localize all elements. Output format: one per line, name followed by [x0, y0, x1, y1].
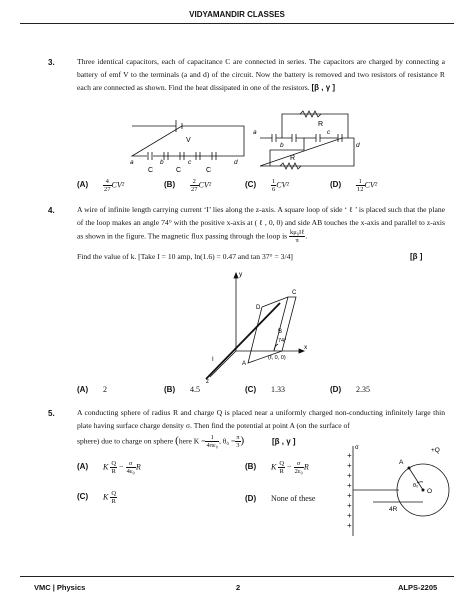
- q3-fig1-c: c: [188, 159, 192, 166]
- svg-text:+: +: [347, 501, 352, 510]
- q4-option-c[interactable]: (C) 1.33: [245, 385, 285, 394]
- q4-tag: [β ]: [410, 252, 423, 261]
- svg-text:+: +: [347, 451, 352, 460]
- footer-right: ALPS-2205: [398, 583, 438, 592]
- q5-text: A conducting sphere of radius R and charge Q is placed near a uniformly charged non-conducting infinitely large thin plate having surface charge density σ. Then find the potential at point A (on the surface of: [77, 408, 445, 430]
- q5-option-c[interactable]: (C) K $\frac{Q}{R}$: [77, 490, 117, 505]
- q4-loop-figure: [196, 267, 316, 385]
- q4-fig-point: (ℓ, 0, 0): [268, 355, 286, 361]
- q3-fig2-d: d: [356, 142, 360, 149]
- footer-left: VMC | Physics: [34, 583, 86, 592]
- q3-option-b[interactable]: (B) $\frac{2}{27}$ CV²: [164, 178, 212, 193]
- header-rule: [20, 23, 454, 24]
- q3-circuit-figure: [120, 106, 460, 176]
- q4-fig-angle: 74°: [278, 338, 287, 344]
- q3-tag: [β , γ ]: [311, 83, 336, 92]
- q5-fig-Q: +Q: [431, 447, 440, 454]
- q3-fig2-R2: R: [290, 155, 296, 162]
- footer-rule: [20, 576, 454, 577]
- q5-option-a[interactable]: (A) K $\frac{Q}{R}$ − $\frac{\sigma}{\text{4ε₀}}$ R: [77, 460, 141, 475]
- q5-tag: [β , γ ]: [272, 437, 296, 446]
- q4-fig-y: y: [239, 271, 243, 278]
- q5-text-b: sphere) due to charge on sphere (here K = $\frac{1}{\text{4πε₀}}$ , θ₀ = $\frac{\pi}{3}$ ): [77, 434, 245, 449]
- q5-fig-sigma: σ: [355, 445, 359, 451]
- q4-fig-C: C: [292, 290, 297, 296]
- q3-fig1-b: b: [160, 159, 164, 166]
- q4-fig-I: I: [212, 357, 214, 363]
- q3-fig2-a: a: [253, 129, 257, 136]
- q4-fig-D: D: [256, 305, 261, 311]
- q4-number: 4.: [48, 206, 55, 215]
- q3-fig1-C2: C: [176, 167, 182, 174]
- page-header-title: VIDYAMANDIR CLASSES: [189, 10, 285, 19]
- q4-fig-x: x: [304, 344, 308, 351]
- q3-fig1-d: d: [234, 159, 238, 166]
- q3-fig1-C1: C: [148, 167, 154, 174]
- q5-fig-A: A: [399, 459, 404, 466]
- q3-fig2-R1: R: [318, 121, 324, 128]
- q4-option-b[interactable]: (B) 4.5: [164, 385, 200, 394]
- svg-text:+: +: [347, 511, 352, 520]
- q3-fig1-C3: C: [206, 167, 212, 174]
- q5-sphere-figure: [343, 440, 461, 540]
- q4-fig-z: z: [206, 379, 209, 385]
- svg-text:+: +: [347, 461, 352, 470]
- svg-text:+: +: [347, 521, 352, 530]
- q5-option-b[interactable]: (B) K $\frac{Q}{R}$ − $\frac{\sigma}{\text{2ε₀}}$ R: [245, 460, 309, 475]
- svg-text:+: +: [347, 491, 352, 500]
- q5-number: 5.: [48, 409, 55, 418]
- q3-option-c[interactable]: (C) $\frac{1}{6}$ CV²: [245, 178, 289, 193]
- q5-fig-theta: θ₀: [413, 483, 419, 489]
- q3-fig1-a: a: [130, 159, 134, 166]
- svg-text:+: +: [347, 471, 352, 480]
- footer-page-number: 2: [236, 583, 241, 592]
- q4-fig-B: B: [278, 329, 283, 335]
- q3-option-d[interactable]: (D) $\frac{1}{12}$ CV²: [330, 178, 378, 193]
- q4-option-a[interactable]: (A) 2: [77, 385, 107, 394]
- q3-fig1-V: V: [186, 137, 191, 144]
- q4-line2: Find the value of k. [Take I = 10 amp, ln(1.6) = 0.47 and tan 37° = 3/4]: [77, 252, 293, 261]
- q4-option-d[interactable]: (D) 2.35: [330, 385, 370, 394]
- q3-number: 3.: [48, 58, 55, 67]
- q3-fig2-b: b: [280, 142, 284, 149]
- svg-text:+: +: [347, 481, 352, 490]
- q5-option-d[interactable]: (D) None of these: [245, 494, 316, 503]
- q4-text: A wire of infinite length carrying current ‘I’ lies along the z-axis. A square loop of side ‘ ℓ ’ is placed such that the plane of the loop makes an angle 74° with the positive x-axis at ( ℓ , 0, 0) and side AB touches the x-axis and parallel to z-axis as shown in the figure. The magnetic flux passing through the loop is $\frac{\text{kμ₀Iℓ}}{\pi}$ .: [77, 205, 445, 244]
- q3-text: Three identical capacitors, each of capacitance C are connected in series. The capacitors are charged by connecting a battery of emf V to the terminals (a and d) of the circuit. Now the battery is removed and two resistors of resistance R each are connected as shown. Find the heat dissipated in one of the resistors. [β , γ ]: [77, 57, 445, 92]
- q5-fig-O: O: [427, 488, 433, 495]
- q3-fig2-c: c: [327, 129, 331, 136]
- q5-fig-dist: 4R: [389, 506, 398, 513]
- q4-fig-A: A: [242, 361, 247, 367]
- q3-option-a[interactable]: (A) $\frac{4}{27}$ CV²: [77, 178, 125, 193]
